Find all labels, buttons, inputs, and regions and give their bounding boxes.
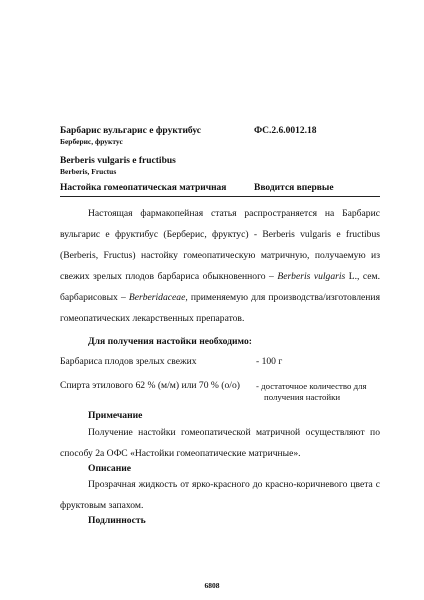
ingredient-amount-2-line1: - достаточное количество для [256,381,367,391]
latin-family: Berberidaceae [128,292,186,303]
ingredients-heading: Для получения настойки необходимо: [88,336,252,347]
description-paragraph: Прозрачная жидкость от ярко-красного до красно-коричневого цвета с фруктовым запахом. [60,479,380,511]
monograph-header [60,125,380,147]
title-lat: Berberis vulgaris e fructibus [60,156,176,166]
header-divider [60,196,380,197]
ingredient-amount-2-line2: получения настойки [264,392,341,402]
intro-paragraph: Настоящая фармакопейная статья распространяется на Барбарис вульгарис е фруктибус (Берберис, фруктус) - Berberis vulgaris e fructibus (Berberis, Fructus) настойку гомеопатическую матричную, получаемую из свежих зрелых плодов барбариса обыкновенного – Berberis vulgaris L., сем. барбарисовых – Berberidaceae, применяемую для производства/изготовления гомеопатических лекарственных препаратов. [60,208,380,324]
monograph-code: ФС.2.6.0012.18 [254,126,317,136]
authenticity-heading: Подлинность [88,515,146,526]
type-row [60,182,380,194]
header-title-row [60,125,380,137]
description-heading: Описание [88,463,132,474]
latin-header [60,155,380,177]
title-ru: Барбарис вульгарис е фруктибус [60,126,201,136]
ingredient-name-1: Барбариса плодов зрелых свежих [60,356,197,367]
page-number: 6808 [204,581,220,590]
preparation-type: Настойка гомеопатическая матричная [60,183,227,193]
status-text: Вводится впервые [254,183,334,193]
subtitle-lat: Berberis, Fructus [60,167,117,176]
note-heading: Примечание [88,410,143,421]
ingredient-name-2: Спирта этилового 62 % (м/м) или 70 % (о/о) [60,380,240,391]
latin-species: Berberis vulgaris [277,271,346,282]
ingredient-amount-1: - 100 г [256,356,283,367]
subtitle-ru: Берберис, фруктус [60,137,123,146]
note-paragraph: Получение настойки гомеопатической матричной осуществляют по способу 2а ОФС «Настойки гомеопатические матричные». [60,427,380,459]
